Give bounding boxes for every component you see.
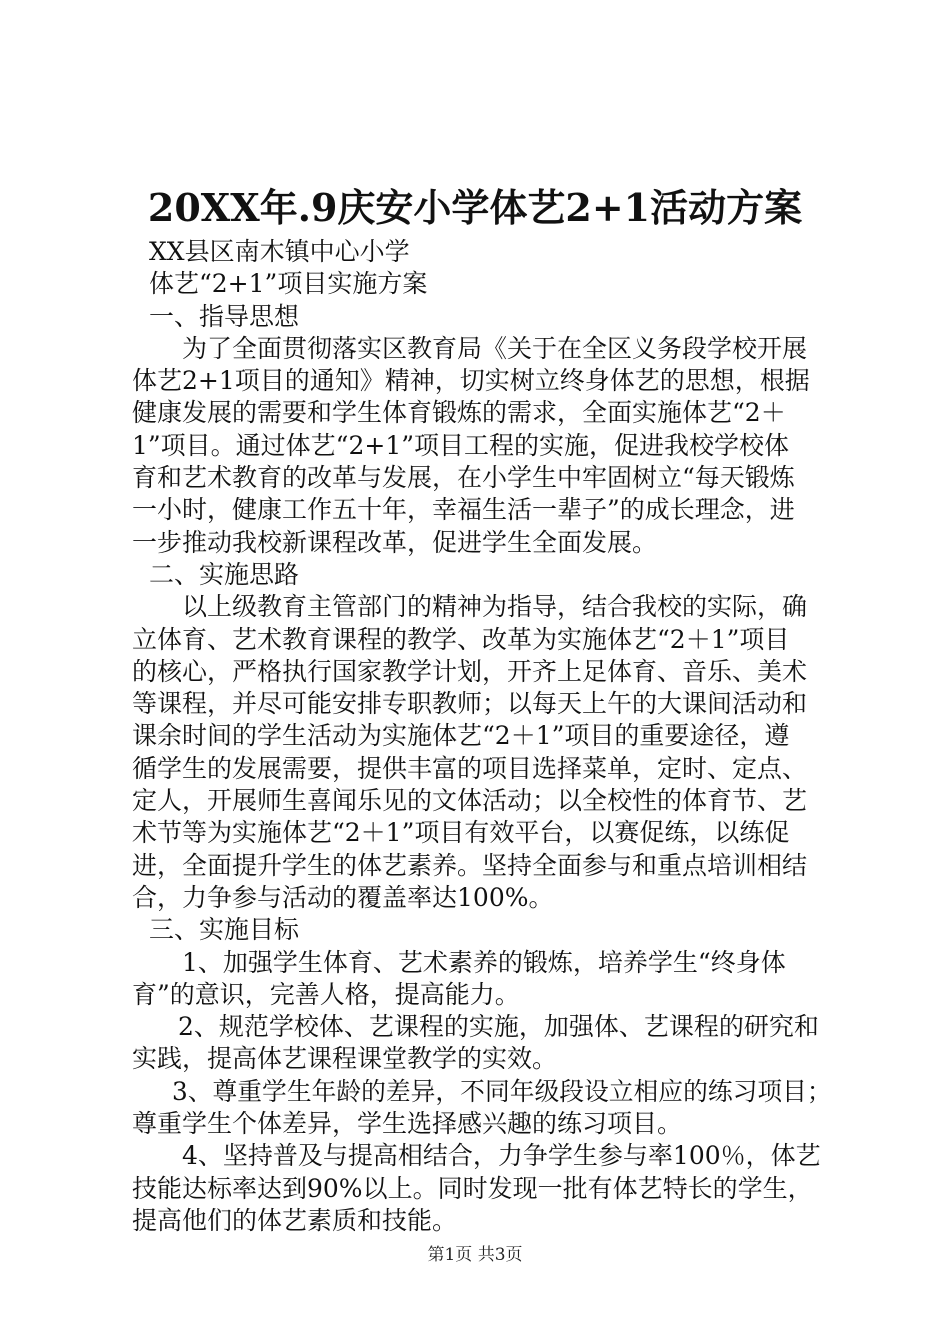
body-line: 健康发展的需要和学生体育锻炼的需求，全面实施体艺“2＋ [132,398,786,428]
body-line: 等课程，并尽可能安排专职教师；以每天上午的大课间活动和 [132,689,808,719]
body-line: 3、尊重学生年龄的差异，不同年级段设立相应的练习项目； [172,1076,832,1106]
body-line: 立体育、艺术教育课程的教学、改革为实施体艺“2＋1”项目 [132,624,790,654]
body-line: 的核心，严格执行国家教学计划，开齐上足体育、音乐、美术 [132,656,808,686]
body-line: 4、坚持普及与提高相结合，力争学生参与率100％，体艺 [182,1141,821,1171]
body-line: 合，力争参与活动的覆盖率达100%。 [132,882,554,912]
body-line: 体艺“2+1”项目实施方案 [149,269,428,299]
body-line: 技能达标率达到90%以上。同时发现一批有体艺特长的学生， [132,1173,813,1203]
body-line: 育”的意识，完善人格，提高能力。 [132,979,520,1009]
document-body [132,236,832,1237]
body-line: 二、实施思路 [149,559,300,589]
body-line: 一、指导思想 [149,301,300,331]
body-line: 进，全面提升学生的体艺素养。坚持全面参与和重点培训相结 [132,850,808,880]
body-line: 提高他们的体艺素质和技能。 [132,1205,458,1235]
body-line: 尊重学生个体差异，学生选择感兴趣的练习项目。 [132,1109,683,1139]
body-line: 一小时，健康工作五十年，幸福生活一辈子”的成长理念，进 [132,495,795,525]
body-line: 三、实施目标 [149,915,300,945]
body-line: 课余时间的学生活动为实施体艺“2＋1”项目的重要途径，遵 [132,721,790,751]
body-line: 为了全面贯彻落实区教育局《关于在全区义务段学校开展 [182,333,808,363]
document-title: 20XX年.9庆安小学体艺2+1活动方案 [147,185,803,230]
body-line: 体艺2+1项目的通知》精神，切实树立终身体艺的思想，根据 [132,366,810,396]
body-line: 术节等为实施体艺“2＋1”项目有效平台，以赛促练，以练促 [132,818,790,848]
body-line: 循学生的发展需要，提供丰富的项目选择菜单，定时、定点、 [132,753,808,783]
body-line: 实践，提高体艺课程课堂教学的实效。 [132,1044,558,1074]
page-footer: 第1页 共3页 [427,1245,523,1265]
body-line: 2、规范学校体、艺课程的实施，加强体、艺课程的研究和 [178,1012,819,1042]
body-line: 定人，开展师生喜闻乐见的文体活动；以全校性的体育节、艺 [132,786,808,816]
body-line: XX县区南木镇中心小学 [149,237,410,266]
body-line: 1、加强学生体育、艺术素养的锻炼，培养学生“终身体 [182,947,786,977]
body-line: 1”项目。通过体艺“2+1”项目工程的实施，促进我校学校体 [132,430,790,460]
body-line: 一步推动我校新课程改革，促进学生全面发展。 [132,527,658,557]
body-line: 以上级教育主管部门的精神为指导，结合我校的实际，确 [182,592,808,622]
body-line: 育和艺术教育的改革与发展，在小学生中牢固树立“每天锻炼 [132,463,795,493]
